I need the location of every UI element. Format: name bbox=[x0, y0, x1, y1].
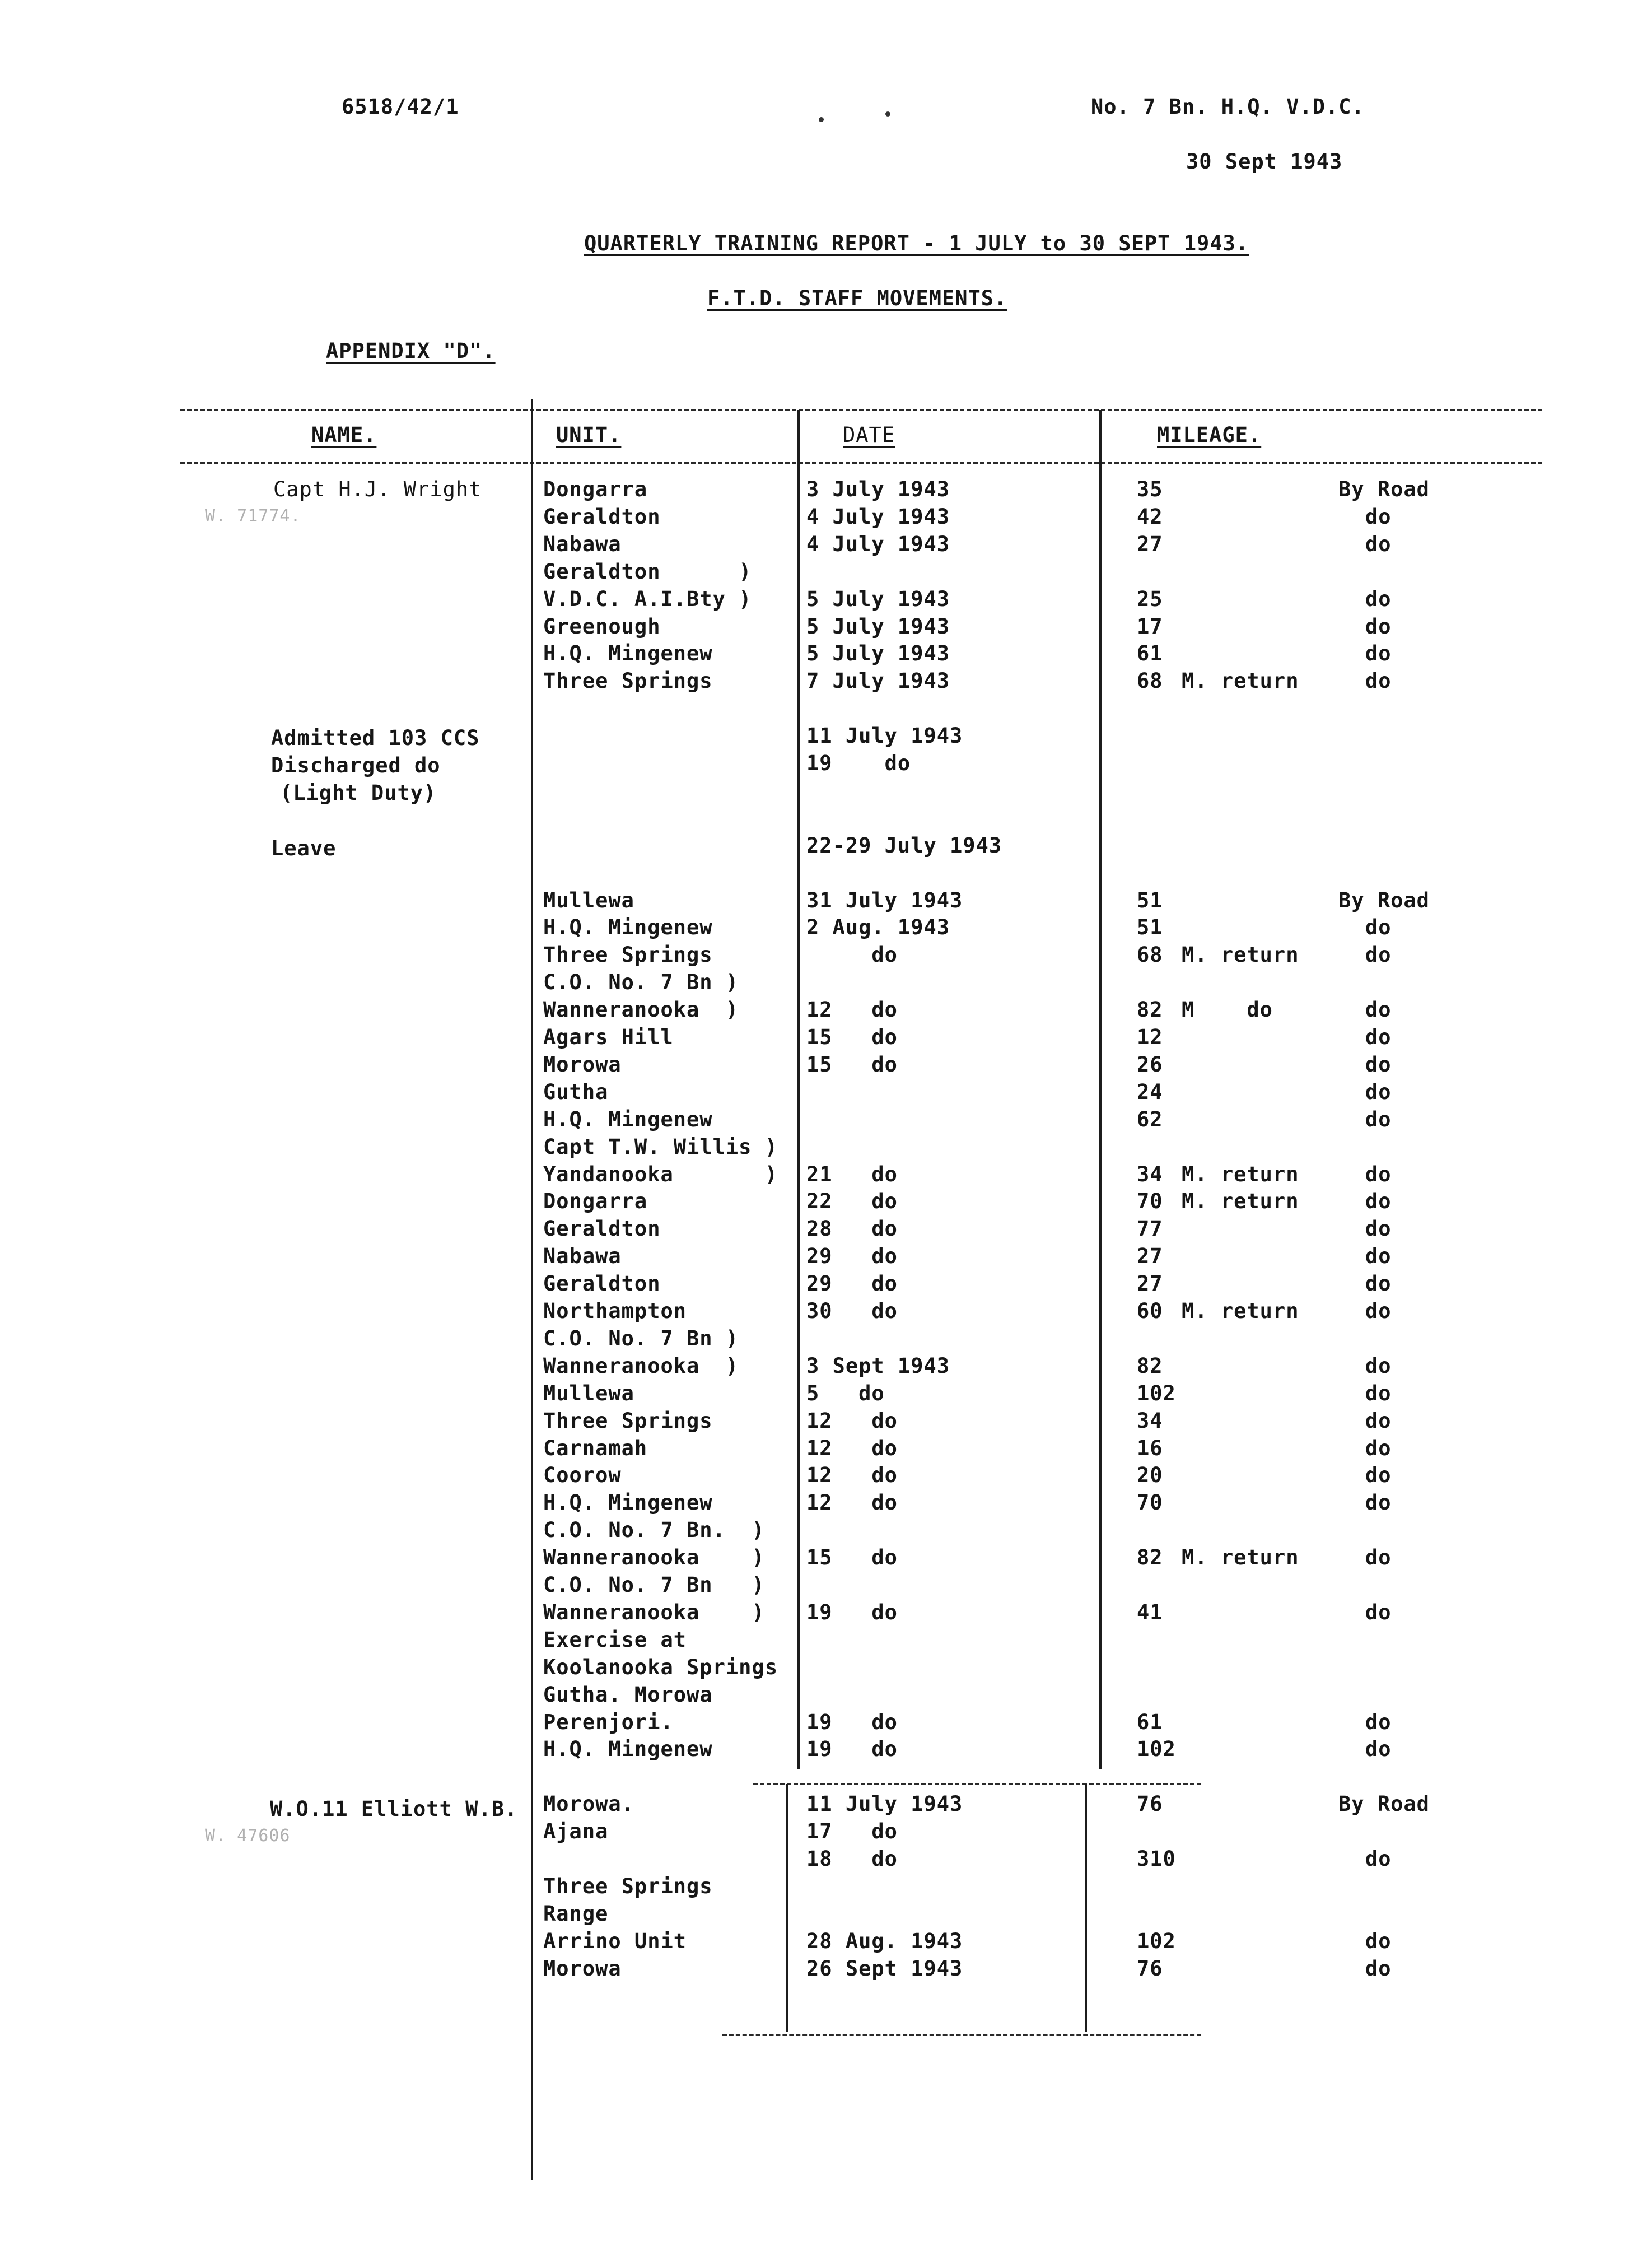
travel-mode-cell: do bbox=[1365, 915, 1392, 939]
travel-mode-cell: do bbox=[1365, 1600, 1392, 1624]
date-mileage-divider bbox=[1099, 410, 1102, 1769]
date-cell: 28 do bbox=[806, 1217, 898, 1241]
unit-cell: Geraldton bbox=[543, 1271, 661, 1296]
unit-cell: Coorow bbox=[543, 1463, 622, 1487]
report-date: 30 Sept 1943 bbox=[1186, 150, 1343, 174]
travel-mode-cell: do bbox=[1365, 1409, 1392, 1433]
unit-heading: No. 7 Bn. H.Q. V.D.C. bbox=[1091, 95, 1365, 119]
unit-date-divider bbox=[797, 410, 800, 1769]
date-cell: 12 do bbox=[806, 1463, 898, 1487]
unit-cell: Arrino Unit bbox=[543, 1929, 687, 1953]
date-cell: 3 July 1943 bbox=[806, 477, 950, 501]
mileage-cell: 82 bbox=[1137, 998, 1163, 1022]
travel-mode-cell: do bbox=[1365, 1299, 1392, 1323]
mileage-cell: 17 bbox=[1137, 614, 1163, 639]
column-header-mileage: MILEAGE. bbox=[1157, 423, 1262, 447]
unit-cell: Wanneranooka ) bbox=[543, 1354, 739, 1378]
date-cell: 15 do bbox=[806, 1025, 898, 1049]
mileage-cell: 68 bbox=[1137, 669, 1163, 693]
unit-cell: C.O. No. 7 Bn. ) bbox=[543, 1518, 765, 1542]
mileage-cell: 26 bbox=[1137, 1052, 1163, 1077]
date-cell: 26 Sept 1943 bbox=[806, 1957, 963, 1981]
unit-cell: Yandanooka ) bbox=[543, 1162, 778, 1186]
unit-cell: Perenjori. bbox=[543, 1710, 674, 1734]
mileage-cell: 34 bbox=[1137, 1162, 1163, 1186]
unit-cell: Three Springs bbox=[543, 669, 713, 693]
travel-mode-cell: do bbox=[1365, 1957, 1392, 1981]
date-cell: 3 Sept 1943 bbox=[806, 1354, 950, 1378]
mileage-cell: 35 bbox=[1137, 477, 1163, 501]
mileage-cell: 20 bbox=[1137, 1463, 1163, 1487]
travel-mode-cell: do bbox=[1365, 1080, 1392, 1104]
travel-mode-cell: do bbox=[1365, 1189, 1392, 1213]
date-cell: 31 July 1943 bbox=[806, 888, 963, 912]
unit-cell: Capt T.W. Willis ) bbox=[543, 1135, 778, 1159]
mileage-note-cell: M. return bbox=[1182, 1545, 1299, 1569]
leave-note: Leave bbox=[271, 836, 337, 860]
report-title: QUARTERLY TRAINING REPORT - 1 JULY to 30 SEPT 1943. bbox=[584, 231, 1249, 255]
unit-cell: Dongarra bbox=[543, 1189, 648, 1213]
unit-cell: Three Springs bbox=[543, 1874, 713, 1898]
unit-cell: Agars Hill bbox=[543, 1025, 674, 1049]
unit-cell: H.Q. Mingenew bbox=[543, 1491, 713, 1515]
date-cell: 12 do bbox=[806, 998, 898, 1022]
date-cell: 2 Aug. 1943 bbox=[806, 915, 950, 939]
name-unit-divider bbox=[531, 399, 533, 2180]
unit-cell: H.Q. Mingenew bbox=[543, 641, 713, 665]
service-number-wright: W. 71774. bbox=[205, 506, 301, 526]
date-cell: 22 do bbox=[806, 1189, 898, 1213]
mileage-cell: 61 bbox=[1137, 1710, 1163, 1734]
unit-cell: Mullewa bbox=[543, 888, 634, 912]
unit-cell: Wanneranooka ) bbox=[543, 998, 739, 1022]
mileage-cell: 76 bbox=[1137, 1957, 1163, 1981]
section-divider bbox=[753, 1783, 1201, 1785]
date-cell: 17 do bbox=[806, 1819, 898, 1843]
unit-cell: Three Springs bbox=[543, 943, 713, 967]
mileage-cell: 51 bbox=[1137, 915, 1163, 939]
mileage-note-cell: M do bbox=[1182, 998, 1273, 1022]
date-cell: 19 do bbox=[806, 1600, 898, 1624]
travel-mode-cell: By Road bbox=[1338, 477, 1430, 501]
stray-mark bbox=[885, 111, 890, 117]
unit-cell: Morowa bbox=[543, 1052, 622, 1077]
mileage-cell: 68 bbox=[1137, 943, 1163, 967]
unit-cell: Geraldton bbox=[543, 505, 661, 529]
mileage-cell: 27 bbox=[1137, 532, 1163, 556]
unit-cell: Gutha. Morowa bbox=[543, 1683, 713, 1707]
travel-mode-cell: do bbox=[1365, 1162, 1392, 1186]
unit-cell: Wanneranooka ) bbox=[543, 1545, 765, 1569]
appendix-label: APPENDIX "D". bbox=[326, 339, 496, 363]
unit-cell: H.Q. Mingenew bbox=[543, 1737, 713, 1761]
mileage-note-cell: M. return bbox=[1182, 943, 1299, 967]
travel-mode-cell: do bbox=[1365, 669, 1392, 693]
column-header-unit: UNIT. bbox=[556, 423, 622, 447]
travel-mode-cell: do bbox=[1365, 614, 1392, 639]
date-cell: 7 July 1943 bbox=[806, 669, 950, 693]
date-cell: 5 July 1943 bbox=[806, 641, 950, 665]
mileage-cell: 60 bbox=[1137, 1299, 1163, 1323]
column-header-name: NAME. bbox=[311, 423, 377, 447]
mileage-cell: 76 bbox=[1137, 1792, 1163, 1816]
travel-mode-cell: do bbox=[1365, 587, 1392, 611]
travel-mode-cell: do bbox=[1365, 641, 1392, 665]
date-cell: 12 do bbox=[806, 1436, 898, 1460]
date-cell: 21 do bbox=[806, 1162, 898, 1186]
mileage-cell: 310 bbox=[1137, 1847, 1176, 1871]
staff-name-wright: Capt H.J. Wright bbox=[273, 477, 482, 501]
date-cell: 15 do bbox=[806, 1545, 898, 1569]
unit-cell: C.O. No. 7 Bn ) bbox=[543, 970, 739, 994]
date-cell: 11 July 1943 bbox=[806, 724, 963, 748]
mileage-note-cell: M. return bbox=[1182, 669, 1299, 693]
staff-name-elliott: W.O.11 Elliott W.B. bbox=[270, 1797, 518, 1821]
report-subtitle: F.T.D. STAFF MOVEMENTS. bbox=[707, 286, 1007, 310]
service-number-elliott: W. 47606 bbox=[205, 1826, 291, 1846]
stray-mark bbox=[819, 117, 824, 122]
travel-mode-cell: do bbox=[1365, 1217, 1392, 1241]
mileage-cell: 25 bbox=[1137, 587, 1163, 611]
travel-mode-cell: do bbox=[1365, 532, 1392, 556]
date-cell: 28 Aug. 1943 bbox=[806, 1929, 963, 1953]
mileage-cell: 82 bbox=[1137, 1545, 1163, 1569]
unit-cell: H.Q. Mingenew bbox=[543, 1107, 713, 1131]
mileage-note-cell: M. return bbox=[1182, 1299, 1299, 1323]
travel-mode-cell: By Road bbox=[1338, 1792, 1430, 1816]
date-cell: 11 July 1943 bbox=[806, 1792, 963, 1816]
light-duty-note: (Light Duty) bbox=[280, 781, 437, 805]
mileage-cell: 102 bbox=[1137, 1381, 1176, 1405]
file-reference: 6518/42/1 bbox=[342, 95, 459, 119]
unit-date-divider-lower bbox=[786, 1784, 788, 2032]
date-cell: 5 do bbox=[806, 1381, 885, 1405]
date-cell: 30 do bbox=[806, 1299, 898, 1323]
unit-cell: Morowa. bbox=[543, 1792, 634, 1816]
travel-mode-cell: do bbox=[1365, 1847, 1392, 1871]
table-top-rule bbox=[180, 409, 1542, 411]
mileage-cell: 42 bbox=[1137, 505, 1163, 529]
unit-cell: Wanneranooka ) bbox=[543, 1600, 765, 1624]
travel-mode-cell: do bbox=[1365, 1737, 1392, 1761]
travel-mode-cell: do bbox=[1365, 1052, 1392, 1077]
date-cell: 4 July 1943 bbox=[806, 505, 950, 529]
unit-cell: Range bbox=[543, 1902, 609, 1926]
column-header-date: DATE bbox=[843, 423, 895, 447]
date-cell: 5 July 1943 bbox=[806, 614, 950, 639]
mileage-cell: 61 bbox=[1137, 641, 1163, 665]
travel-mode-cell: do bbox=[1365, 1436, 1392, 1460]
unit-cell: Ajana bbox=[543, 1819, 609, 1843]
mileage-cell: 62 bbox=[1137, 1107, 1163, 1131]
mileage-cell: 70 bbox=[1137, 1189, 1163, 1213]
date-cell: 15 do bbox=[806, 1052, 898, 1077]
date-cell: 19 do bbox=[806, 1737, 898, 1761]
discharged-note: Discharged do bbox=[271, 753, 441, 777]
mileage-cell: 41 bbox=[1137, 1600, 1163, 1624]
unit-cell: C.O. No. 7 Bn ) bbox=[543, 1573, 765, 1597]
unit-cell: V.D.C. A.I.Bty ) bbox=[543, 587, 752, 611]
travel-mode-cell: do bbox=[1365, 1929, 1392, 1953]
unit-cell: Dongarra bbox=[543, 477, 648, 501]
unit-cell: H.Q. Mingenew bbox=[543, 915, 713, 939]
unit-cell: Nabawa bbox=[543, 532, 622, 556]
unit-cell: Koolanooka Springs bbox=[543, 1655, 778, 1679]
travel-mode-cell: do bbox=[1365, 998, 1392, 1022]
travel-mode-cell: do bbox=[1365, 1107, 1392, 1131]
mileage-note-cell: M. return bbox=[1182, 1189, 1299, 1213]
date-cell: 12 do bbox=[806, 1409, 898, 1433]
header-bottom-rule bbox=[180, 462, 1542, 464]
unit-cell: Mullewa bbox=[543, 1381, 634, 1405]
mileage-cell: 51 bbox=[1137, 888, 1163, 912]
mileage-cell: 102 bbox=[1137, 1737, 1176, 1761]
unit-cell: C.O. No. 7 Bn ) bbox=[543, 1326, 739, 1350]
travel-mode-cell: do bbox=[1365, 1354, 1392, 1378]
travel-mode-cell: do bbox=[1365, 505, 1392, 529]
mileage-cell: 82 bbox=[1137, 1354, 1163, 1378]
mileage-cell: 24 bbox=[1137, 1080, 1163, 1104]
unit-cell: Carnamah bbox=[543, 1436, 648, 1460]
mileage-cell: 102 bbox=[1137, 1929, 1176, 1953]
date-cell: do bbox=[806, 943, 898, 967]
table-bottom-rule bbox=[722, 2034, 1201, 2036]
travel-mode-cell: do bbox=[1365, 1381, 1392, 1405]
unit-cell: Geraldton bbox=[543, 1217, 661, 1241]
travel-mode-cell: do bbox=[1365, 1244, 1392, 1268]
date-cell: 4 July 1943 bbox=[806, 532, 950, 556]
unit-cell: Morowa bbox=[543, 1957, 622, 1981]
travel-mode-cell: do bbox=[1365, 1545, 1392, 1569]
travel-mode-cell: do bbox=[1365, 1710, 1392, 1734]
date-cell: 19 do bbox=[806, 1710, 898, 1734]
unit-cell: Northampton bbox=[543, 1299, 687, 1323]
date-cell: 19 do bbox=[806, 751, 911, 775]
date-cell: 5 July 1943 bbox=[806, 587, 950, 611]
mileage-note-cell: M. return bbox=[1182, 1162, 1299, 1186]
date-cell: 29 do bbox=[806, 1244, 898, 1268]
travel-mode-cell: do bbox=[1365, 1271, 1392, 1296]
date-cell: 29 do bbox=[806, 1271, 898, 1296]
date-cell: 18 do bbox=[806, 1847, 898, 1871]
unit-cell: Three Springs bbox=[543, 1409, 713, 1433]
mileage-cell: 27 bbox=[1137, 1271, 1163, 1296]
travel-mode-cell: do bbox=[1365, 943, 1392, 967]
date-mileage-divider-lower bbox=[1085, 1784, 1087, 2032]
mileage-cell: 70 bbox=[1137, 1491, 1163, 1515]
mileage-cell: 77 bbox=[1137, 1217, 1163, 1241]
date-cell: 22-29 July 1943 bbox=[806, 833, 1002, 858]
travel-mode-cell: do bbox=[1365, 1025, 1392, 1049]
travel-mode-cell: do bbox=[1365, 1463, 1392, 1487]
mileage-cell: 12 bbox=[1137, 1025, 1163, 1049]
date-cell: 12 do bbox=[806, 1491, 898, 1515]
mileage-cell: 27 bbox=[1137, 1244, 1163, 1268]
unit-cell: Nabawa bbox=[543, 1244, 622, 1268]
unit-cell: Geraldton ) bbox=[543, 560, 752, 584]
travel-mode-cell: do bbox=[1365, 1491, 1392, 1515]
travel-mode-cell: By Road bbox=[1338, 888, 1430, 912]
unit-cell: Gutha bbox=[543, 1080, 609, 1104]
unit-cell: Greenough bbox=[543, 614, 661, 639]
unit-cell: Exercise at bbox=[543, 1628, 687, 1652]
admitted-note: Admitted 103 CCS bbox=[271, 726, 480, 750]
mileage-cell: 16 bbox=[1137, 1436, 1163, 1460]
mileage-cell: 34 bbox=[1137, 1409, 1163, 1433]
